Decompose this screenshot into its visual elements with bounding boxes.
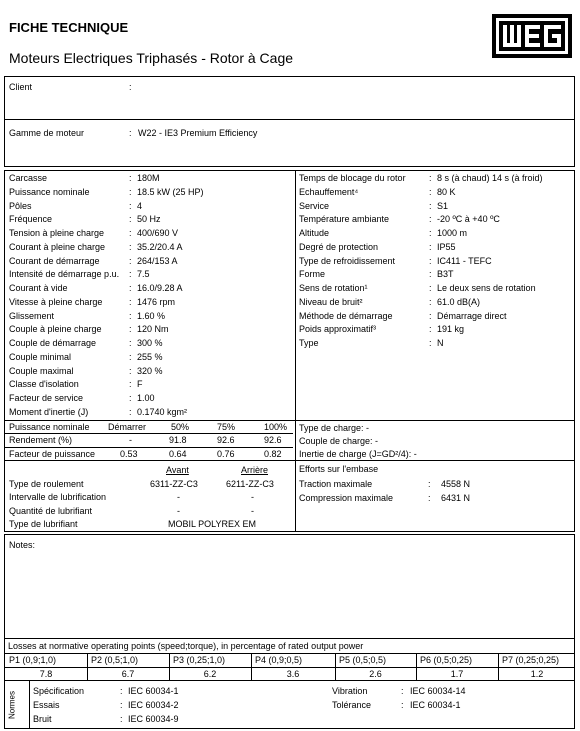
loss-point-label: P5 (0,5;0,5) [339,655,387,665]
spec-label: Degré de protection [299,241,379,252]
spec-value: 16.0/9.28 A [137,283,183,293]
spec-sep: : [429,338,432,348]
spec-sep: : [429,186,432,197]
spec-sep: : [129,393,132,403]
spec-label: Temps de blocage du rotor [299,173,406,183]
spec-value: 18.5 kW (25 HP) [137,186,204,197]
page-subtitle: Moteurs Electriques Triphasés - Rotor à Cage [9,50,294,66]
norme-value: IEC 60034-9 [128,714,179,724]
loss-point-value: 6.7 [121,669,135,679]
spec-sep: : [429,173,432,183]
spec-value: 320 % [137,365,163,376]
loss-point-value: 3.6 [286,669,300,679]
spec-value: IP55 [437,241,456,252]
spec-label: Puissance nominale [9,186,90,197]
bearing-row-label: Quantité de lubrifiant [9,506,93,516]
spec-sep: : [129,351,132,362]
spec-value: F [137,379,143,390]
spec-label: Moment d'inertie (J) [9,406,89,417]
perf-value: 92.6 [217,435,235,445]
norme-sep: : [120,686,123,696]
spec-label: Courant de démarrage [9,255,100,266]
spec-sep: : [129,255,132,266]
spec-sep: : [429,241,432,252]
gamme-value: W22 - IE3 Premium Efficiency [138,128,258,138]
spec-label: Forme [299,269,326,280]
loss-point-value: 1.2 [530,669,544,679]
normes-side-label: Normes [7,690,17,719]
loss-point-label: P7 (0,25;0,25) [502,655,560,665]
loss-divider [169,653,170,681]
page-title: FICHE TECHNIQUE [9,20,129,35]
normes-side [5,681,19,728]
lubricant-label: Type de lubrifiant [9,519,78,529]
spec-label: Température ambiante [299,214,390,225]
bearing-col-front: Avant [166,465,189,475]
norme-value: IEC 60034-1 [128,686,179,696]
loss-point-value: 6.2 [203,669,217,679]
norme-label: Spécification [33,686,85,696]
effort-value: 4558 N [441,479,471,489]
effort-value: 6431 N [441,493,471,503]
spec-value: 8 s (à chaud) 14 s (à froid) [437,173,543,183]
spec-value: 191 kg [437,324,465,335]
loss-point-label: P2 (0,5;1,0) [91,655,139,665]
spec-value: 1.00 [137,393,155,403]
norme-label: Essais [33,700,60,710]
perf-value: 0.76 [217,449,235,459]
normes-section [4,680,575,729]
perf-col-75: 75% [217,422,236,432]
spec-value: 1000 m [437,228,468,238]
spec-label: Couple minimal [9,351,72,362]
spec-value: 120 Nm [137,324,169,335]
spec-sep: : [129,365,132,376]
client-sep: : [129,82,132,92]
bearing-rear: 6211-ZZ-C3 [226,479,274,489]
perf-value: 0.64 [169,449,187,459]
spec-value: S1 [437,200,449,211]
spec-value: N [437,338,444,348]
spec-sep: : [129,186,132,197]
notes-section [4,534,575,639]
loss-divider [498,653,499,681]
perf-header-label: Puissance nominale [9,422,90,432]
spec-label: Fréquence [9,214,53,225]
perf-col-100: 100% [264,422,288,432]
spec-value: 7.5 [137,269,150,280]
losses-section [4,638,575,681]
spec-value: 400/690 V [137,228,179,238]
spec-value: 35.2/20.4 A [137,241,183,252]
load-type: Type de charge: - [299,423,370,433]
effort-label: Compression maximale [299,493,394,503]
norme-value: IEC 60034-1 [410,700,461,710]
loss-point-value: 1.7 [450,669,464,679]
spec-sep: : [129,241,132,252]
spec-value: -20 ºC à +40 ºC [437,214,500,225]
spec-sep: : [129,338,132,348]
spec-sep: : [429,269,432,280]
spec-value: B3T [437,269,454,280]
spec-value: 1.60 % [137,310,166,321]
bearing-col-rear: Arrière [241,465,269,475]
client-section [4,76,575,120]
spec-sep: : [129,310,132,321]
norme-label: Tolérance [332,700,372,710]
perf-value: 92.6 [264,435,282,445]
spec-label: Méthode de démarrage [299,310,393,321]
norme-sep: : [120,714,123,724]
perf-value: - [129,435,132,445]
spec-sep: : [129,296,132,307]
bearing-front: 6311-ZZ-C3 [150,479,198,489]
spec-label: Couple de démarrage [9,338,97,348]
spec-label: Service [299,200,330,211]
spec-value: 0.1740 kgm² [137,406,188,417]
norme-label: Bruit [33,714,52,724]
notes-label: Notes: [9,540,36,550]
spec-label: Intensité de démarrage p.u. [9,269,120,280]
norme-sep: : [120,700,123,710]
spec-sep: : [129,173,132,183]
loss-point-value: 7.8 [39,669,53,679]
loss-divider [416,653,417,681]
spec-value: 180M [137,173,160,183]
spec-sep: : [429,228,432,238]
loss-point-value: 2.6 [369,669,382,679]
bearing-front: - [177,506,180,516]
gamme-section [4,119,575,167]
losses-title: Losses at normative operating points (speed;torque), in percentage of rated output power [8,641,364,651]
spec-sep: : [129,324,132,335]
spec-label: Tension à pleine charge [9,228,105,238]
spec-sep: : [429,255,432,266]
spec-value: 264/153 A [137,255,178,266]
spec-value: 61.0 dB(A) [437,296,481,307]
spec-label: Facteur de service [9,393,84,403]
perf-value: 0.53 [120,449,138,459]
spec-value: 50 Hz [137,214,161,225]
spec-value: 300 % [137,338,163,348]
specs-divider [295,171,296,420]
lubricant-value: MOBIL POLYREX EM [168,519,257,529]
loss-point-label: P1 (0,9;1,0) [9,655,57,665]
perf-row-label: Facteur de puissance [9,449,96,459]
spec-label: Poids approximatif³ [299,324,377,335]
spec-sep: : [429,324,432,335]
performance-section [4,420,575,461]
load-torque: Couple de charge: - [299,436,379,446]
spec-label: Type de refroidissement [299,255,396,266]
spec-sep: : [129,200,132,211]
effort-sep: : [428,493,431,503]
perf-row-label: Rendement (%) [9,435,73,445]
loss-point-label: P3 (0,25;1,0) [173,655,226,665]
spec-label: Niveau de bruit² [299,296,363,307]
client-label: Client [9,82,33,92]
spec-label: Vitesse à pleine charge [9,296,103,307]
bearing-rear: - [251,506,254,516]
spec-sep: : [429,310,432,321]
spec-label: Courant à vide [9,283,68,293]
effort-label: Traction maximale [299,479,373,489]
spec-sep: : [129,379,132,390]
efforts-title: Efforts sur l'embase [299,464,379,474]
gamme-label: Gamme de moteur [9,128,85,138]
spec-value: 1476 rpm [137,296,176,307]
perf-value: 91.8 [169,435,187,445]
spec-sep: : [429,296,432,307]
load-inertia: Inertie de charge (J=GD²/4): - [299,449,417,459]
effort-sep: : [428,479,431,489]
norme-label: Vibration [332,686,368,696]
spec-label: Altitude [299,228,330,238]
norme-value: IEC 60034-2 [128,700,179,710]
loss-divider [335,653,336,681]
spec-sep: : [429,214,432,225]
spec-label: Carcasse [9,173,48,183]
bearing-rear: - [251,492,254,502]
loss-divider [87,653,88,681]
norme-sep: : [401,700,404,710]
spec-label: Couple à pleine charge [9,324,102,335]
spec-value: 4 [137,200,143,211]
spec-value: 80 K [437,186,456,197]
spec-sep: : [129,228,132,238]
spec-label: Type [299,338,319,348]
spec-label: Classe d'isolation [9,379,79,390]
spec-label: Glissement [9,310,55,321]
spec-label: Echauffement⁴ [299,186,359,197]
spec-value: IC411 - TEFC [437,255,492,266]
spec-label: Pôles [9,200,32,211]
perf-col-50: 50% [171,422,190,432]
spec-sep: : [129,214,132,225]
spec-sep: : [129,269,132,280]
spec-value: Le deux sens de rotation [437,283,536,293]
spec-label: Courant à pleine charge [9,241,106,252]
norme-sep: : [401,686,404,696]
spec-sep: : [129,283,132,293]
spec-label: Sens de rotation¹ [299,283,368,293]
spec-value: 255 % [137,351,163,362]
bearing-front: - [177,492,180,502]
bearings-section [4,460,575,532]
bearing-row-label: Intervalle de lubrification [9,492,107,502]
specs-section [4,170,575,421]
loss-point-label: P4 (0,9;0,5) [255,655,303,665]
perf-value: 0.82 [264,449,282,459]
bearing-row-label: Type de roulement [9,479,84,489]
gamme-sep: : [129,128,132,138]
weg-logo [492,14,572,58]
spec-sep: : [129,406,132,417]
spec-value: Démarrage direct [437,310,507,321]
spec-sep: : [429,200,432,211]
loss-divider [251,653,252,681]
perf-col-start: Démarrer [108,422,147,432]
spec-sep: : [429,283,432,293]
spec-label: Couple maximal [9,365,74,376]
norme-value: IEC 60034-14 [410,686,466,696]
loss-point-label: P6 (0,5;0,25) [420,655,473,665]
